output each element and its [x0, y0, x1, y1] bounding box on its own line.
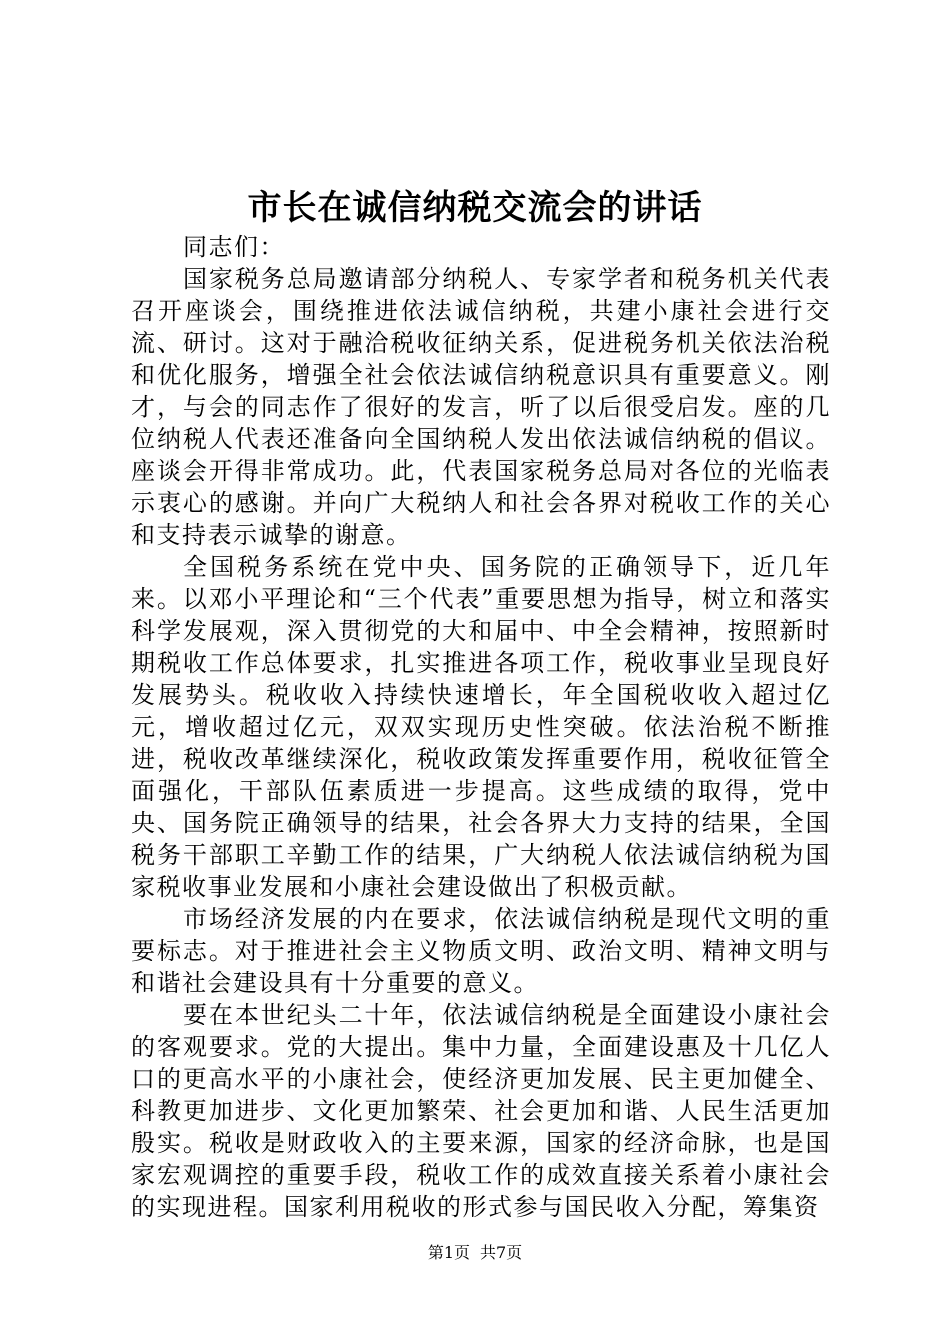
paragraph: 国家税务总局邀请部分纳税人、专家学者和税务机关代表召开座谈会，围绕推进依法诚信纳税，共建小康社会进行交流、研讨。这对于融洽税收征纳关系，促进税务机关依法治税和优化服务，增强全社会依法诚信纳税意识具有重要意义。刚才，与会的同志作了很好的发言，听了以后很受启发。座的几位纳税人代表还准备向全国纳税人发出依法诚信纳税的倡议。座谈会开得非常成功。此，代表国家税务总局对各位的光临表示衷心的感谢。并向广大税纳人和社会各界对税收工作的关心和支持表示诚挚的谢意。: [131, 265, 831, 549]
page-number: 第1页: [427, 1243, 470, 1262]
paragraph: 全国税务系统在党中央、国务院的正确领导下，近几年来。以邓小平理论和“三个代表”重要思想为指导，树立和落实科学发展观，深入贯彻党的大和届中、中全会精神，按照新时期税收工作总体要求，扎实推进各项工作，税收事业呈现良好发展势头。税收收入持续快速增长，年全国税收收入超过亿元，增收超过亿元，双双实现历史性突破。依法治税不断推进，税收改革继续深化，税收政策发挥重要作用，税收征管全面强化，干部队伍素质进一步提高。这些成绩的取得，党中央、国务院正确领导的结果，社会各界大力支持的结果，全国税务干部职工辛勤工作的结果，广大纳税人依法诚信纳税为国家税收事业发展和小康社会建设做出了积极贡献。: [131, 553, 831, 901]
salutation: 同志们：: [183, 233, 285, 261]
page-title: 市长在诚信纳税交流会的讲话: [247, 188, 703, 228]
paragraph: 市场经济发展的内在要求，依法诚信纳税是现代文明的重要标志。对于推进社会主义物质文明、政治文明、精神文明与和谐社会建设具有十分重要的意义。: [131, 905, 831, 997]
page-footer: [0, 1243, 950, 1263]
page-total: 共7页: [480, 1243, 523, 1262]
document-body: [131, 231, 831, 1223]
paragraph: 要在本世纪头二十年，依法诚信纳税是全面建设小康社会的客观要求。党的大提出。集中力量，全面建设惠及十几亿人口的更高水平的小康社会，使经济更加发展、民主更加健全、科教更加进步、文化更加繁荣、社会更加和谐、人民生活更加殷实。税收是财政收入的主要来源，国家的经济命脉，也是国家宏观调控的重要手段，税收工作的成效直接关系着小康社会的实现进程。国家利用税收的形式参与国民收入分配，筹集资: [131, 1001, 831, 1221]
